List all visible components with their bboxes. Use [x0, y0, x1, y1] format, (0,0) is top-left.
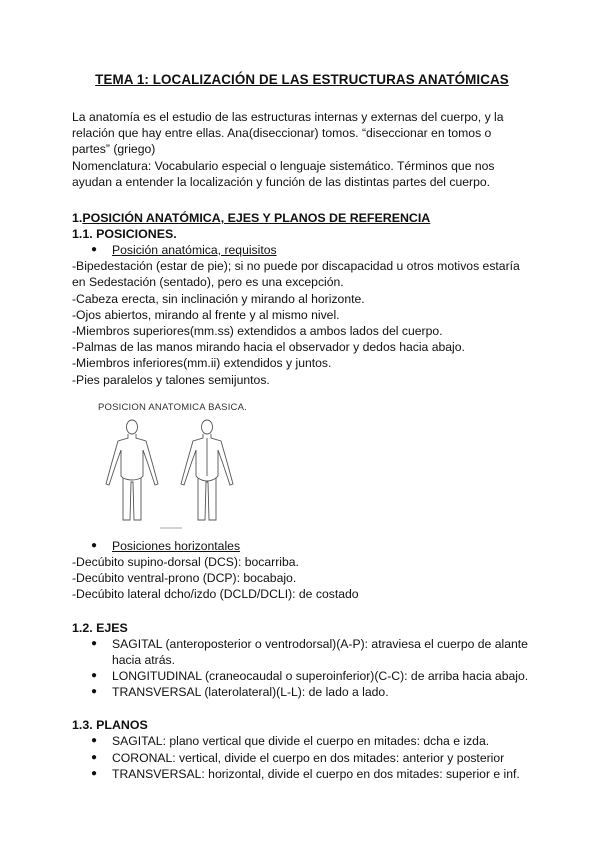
requisito-line: -Ojos abiertos, mirando al frente y al mismo nivel. [72, 307, 340, 322]
subsection-heading-planos: 1.3. PLANOS [72, 718, 148, 733]
requisito-line: -Cabeza erecta, sin inclinación y mirando al horizonte. [72, 291, 365, 306]
eje-item [72, 636, 532, 652]
section-number: 1. [72, 211, 83, 226]
requisito-line: -Miembros inferiores(mm.ii) extendidos y juntos. [72, 356, 332, 371]
bullet-icon: ● [91, 670, 98, 682]
intro-line: partes” (griego) [72, 142, 156, 157]
eje-text: TRANSVERSAL (laterolateral)(L-L): de lado a lado. [112, 685, 389, 700]
intro-paragraph [72, 109, 532, 190]
requisitos-list [72, 258, 532, 388]
plano-item [72, 766, 532, 782]
bullet-icon: ● [91, 539, 98, 551]
horizontal-line: -Decúbito ventral-prono (DCP): bocabajo. [72, 571, 297, 586]
bullet-item [72, 538, 532, 554]
page-title: TEMA 1: LOCALIZACIÓN DE LAS ESTRUCTURAS ANATÓMICAS [95, 72, 509, 87]
bullet-list-posicion [72, 242, 532, 258]
ejes-list [72, 636, 532, 701]
planos-list [72, 733, 532, 782]
section-title: POSICIÓN ANATÓMICA, EJES Y PLANOS DE REFERENCIA [82, 211, 431, 226]
eje-item [72, 668, 532, 684]
horizontal-line: -Decúbito supino-dorsal (DCS): bocarriba. [72, 555, 299, 570]
eje-item [72, 684, 532, 700]
intro-line: ayudan a entender la localización y función de las distintas partes del cuerpo. [72, 174, 491, 189]
subsection-heading-posiciones: 1.1. POSICIONES. [72, 227, 177, 242]
bullet-item [72, 242, 532, 258]
body-outline-illustration [90, 416, 260, 532]
plano-item [72, 750, 532, 766]
eje-item-continuation [72, 652, 532, 668]
plano-text: CORONAL: vertical, divide el cuerpo en dos mitades: anterior y posterior [112, 750, 505, 765]
plano-text: SAGITAL: plano vertical que divide el cuerpo en mitades: dcha e izda. [112, 734, 490, 749]
bullet-label: Posiciones horizontales [112, 538, 241, 553]
bullet-list-horizontales [72, 538, 532, 554]
plano-item [72, 733, 532, 749]
requisito-line: en Sedestación (sentado), pero es una excepción. [72, 275, 344, 290]
bullet-icon: ● [91, 637, 98, 649]
eje-text: SAGITAL (anteroposterior o ventrodorsal)(A-P): atraviesa el cuerpo de alante [112, 636, 528, 651]
intro-line: La anatomía es el estudio de las estructuras internas y externas del cuerpo, y la [72, 110, 504, 124]
bullet-icon: ● [91, 244, 98, 256]
horizontal-line: -Decúbito lateral dcho/izdo (DCLD/DCLI): de costado [72, 587, 359, 602]
bullet-icon: ● [91, 686, 98, 698]
requisito-line: -Miembros superiores(mm.ss) extendidos a ambos lados del cuerpo. [72, 324, 443, 339]
horizontales-list [72, 554, 532, 603]
bullet-icon: ● [91, 751, 98, 763]
bullet-icon: ● [91, 767, 98, 779]
anatomical-position-figure [90, 402, 260, 532]
section-heading [72, 210, 532, 226]
figure-caption: POSICION ANATOMICA BASICA. [98, 401, 247, 413]
intro-line: relación que hay entre ellas. Ana(diseccionar) tomos. “diseccionar en tomos o [72, 126, 492, 141]
eje-text: LONGITUDINAL (craneocaudal o superoinferior)(C-C): de arriba hacia abajo. [112, 669, 529, 684]
plano-text: TRANSVERSAL: horizontal, divide el cuerpo en dos mitades: superior e inf. [112, 766, 520, 781]
bullet-label: Posición anatómica, requisitos [112, 243, 277, 258]
document-page [72, 72, 532, 782]
eje-text: hacia atrás. [112, 652, 176, 667]
requisito-line: -Pies paralelos y talones semijuntos. [72, 372, 270, 387]
requisito-line: -Palmas de las manos mirando hacia el observador y dedos hacia abajo. [72, 340, 465, 355]
bullet-icon: ● [91, 735, 98, 747]
subsection-heading-ejes: 1.2. EJES [72, 620, 128, 635]
intro-line: Nomenclatura: Vocabulario especial o lenguaje sistemático. Términos que nos [72, 158, 495, 173]
requisito-line: -Bipedestación (estar de pie); si no puede por discapacidad u otros motivos estaría [72, 259, 520, 274]
